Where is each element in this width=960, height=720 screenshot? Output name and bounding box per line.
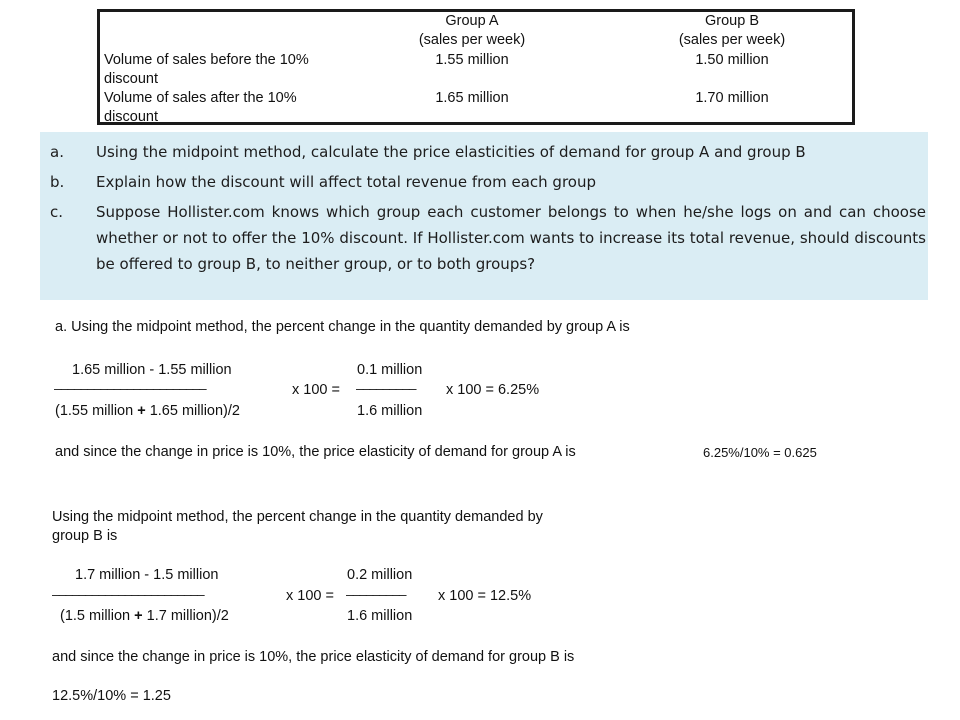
question-b bbox=[50, 169, 928, 195]
answer-a-fraction-bar-2: ––––––––– bbox=[356, 380, 416, 396]
sales-table bbox=[97, 9, 855, 125]
row-before-label-cont: discount bbox=[104, 71, 159, 87]
row-after-label: Volume of sales after the 10% bbox=[104, 90, 297, 106]
row-after-label-cont: discount bbox=[104, 109, 159, 125]
answer-b-numerator: 1.7 million - 1.5 million bbox=[75, 567, 219, 583]
question-a-marker: a. bbox=[50, 143, 64, 161]
answer-b-denominator-post: 1.7 million)/2 bbox=[142, 608, 229, 624]
answer-a-numerator: 1.65 million - 1.55 million bbox=[72, 362, 232, 378]
group-a-before-value: 1.55 million bbox=[435, 52, 509, 68]
answer-a-denominator-post: 1.65 million)/2 bbox=[145, 403, 240, 419]
question-b-marker: b. bbox=[50, 173, 65, 191]
group-a-header: Group A bbox=[445, 13, 499, 29]
answer-b-times-100: x 100 = bbox=[286, 588, 334, 604]
answer-a-frac2-numerator: 0.1 million bbox=[357, 362, 423, 378]
answer-a-denominator bbox=[55, 402, 240, 420]
question-c bbox=[50, 199, 928, 279]
answer-a-elasticity: 6.25%/10% = 0.625 bbox=[703, 445, 817, 460]
group-b-subheader: (sales per week) bbox=[678, 32, 786, 48]
question-c-text: Suppose Hollister.com knows which group each customer belongs to when he/she logs on and can choose whether or not to offer the 10% discount. If Hollister.com wants to increase its total revenue, should discounts be offered to group B, to neither group, or to both groups? bbox=[96, 203, 926, 273]
answer-a-times-100: x 100 = bbox=[292, 382, 340, 398]
answer-a-plus: + bbox=[137, 403, 146, 419]
group-a-after-value: 1.65 million bbox=[435, 90, 509, 106]
group-b-before-value: 1.50 million bbox=[695, 52, 769, 68]
answer-a-denominator-pre: (1.55 million bbox=[55, 403, 138, 419]
answer-a-result: x 100 = 6.25% bbox=[446, 382, 540, 398]
answer-b-conclusion: and since the change in price is 10%, the price elasticity of demand for group B is bbox=[52, 649, 575, 665]
answer-b-intro: Using the midpoint method, the percent change in the quantity demanded by bbox=[52, 509, 543, 525]
answer-b-fraction-bar-2: ––––––––– bbox=[346, 586, 406, 602]
answer-a-fraction-bar-1: ––––––––––––––––––––––– bbox=[54, 380, 206, 396]
question-c-marker: c. bbox=[50, 203, 64, 221]
answer-b-denominator-pre: (1.5 million bbox=[60, 608, 135, 624]
answer-a-conclusion: and since the change in price is 10%, the price elasticity of demand for group A is bbox=[55, 444, 576, 460]
question-a-text: Using the midpoint method, calculate the price elasticities of demand for group A and group B bbox=[96, 143, 806, 161]
group-a-subheader: (sales per week) bbox=[418, 32, 526, 48]
answer-b-fraction-bar-1: ––––––––––––––––––––––– bbox=[52, 586, 204, 602]
group-b-header: Group B bbox=[705, 13, 759, 29]
question-b-text: Explain how the discount will affect total revenue from each group bbox=[96, 173, 596, 191]
answer-b-intro-cont: group B is bbox=[52, 528, 118, 544]
answer-b-plus: + bbox=[134, 608, 143, 624]
row-before-label: Volume of sales before the 10% bbox=[104, 52, 309, 68]
question-panel bbox=[40, 132, 928, 300]
answer-a-frac2-denominator: 1.6 million bbox=[357, 403, 423, 419]
answer-a-intro: a. Using the midpoint method, the percent change in the quantity demanded by group A is bbox=[55, 319, 630, 335]
answer-b-elasticity: 12.5%/10% = 1.25 bbox=[52, 688, 171, 704]
answer-b-frac2-numerator: 0.2 million bbox=[347, 567, 413, 583]
question-a bbox=[50, 139, 928, 165]
answer-b-frac2-denominator: 1.6 million bbox=[347, 608, 413, 624]
group-b-after-value: 1.70 million bbox=[695, 90, 769, 106]
answer-b-denominator bbox=[60, 607, 229, 625]
answer-b-result: x 100 = 12.5% bbox=[438, 588, 532, 604]
